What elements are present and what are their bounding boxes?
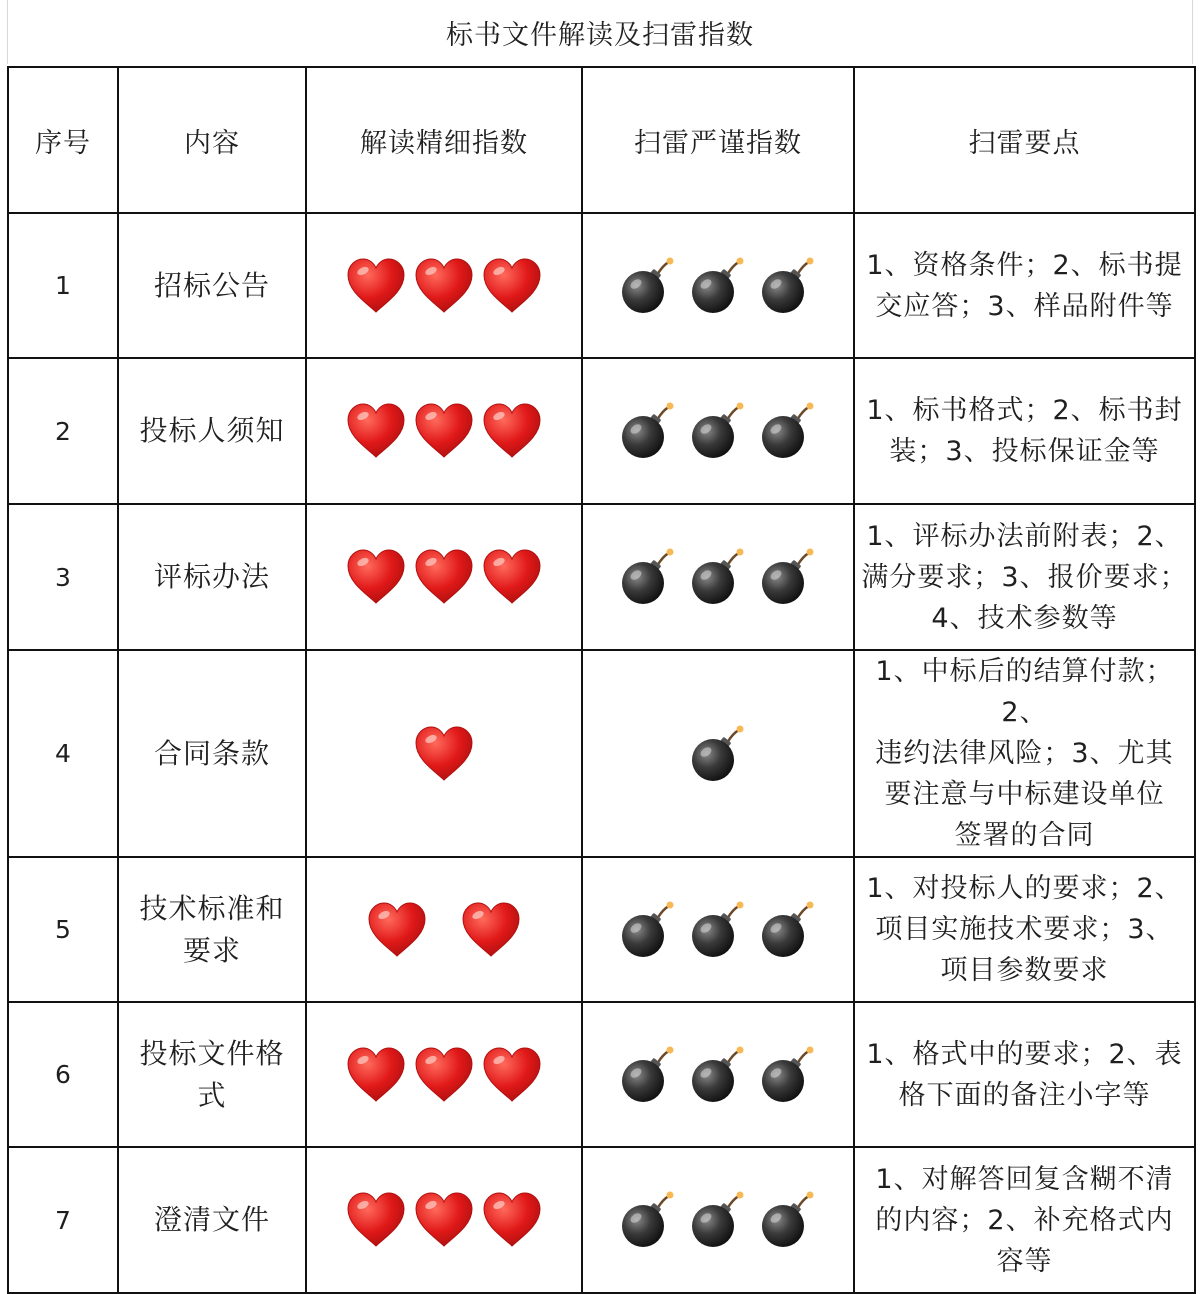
table-row: [8, 213, 1195, 358]
detail-index-cell: [306, 358, 582, 504]
key-point-line: 1、资格条件；2、标书提: [866, 249, 1183, 281]
table-row: [8, 358, 1195, 504]
key-point-line: 交应答；3、样品附件等: [875, 290, 1174, 322]
bomb-icon: [687, 1044, 749, 1106]
table-row: [8, 650, 1195, 857]
content-line: 投标文件格: [139, 1036, 285, 1070]
row-number: 3: [8, 504, 118, 650]
header-detail-index: 解读精细指数: [306, 67, 582, 213]
bomb-rating: [583, 1044, 853, 1106]
key-point-line: 项目实施技术要求；3、: [875, 914, 1174, 945]
bomb-icon: [617, 1044, 679, 1106]
row-content: [118, 857, 306, 1002]
content-line: 要求: [182, 933, 241, 967]
bomb-icon: [687, 899, 749, 961]
heart-icon: [482, 403, 542, 459]
row-number: 1: [8, 213, 118, 358]
strict-index-cell: [582, 1147, 854, 1293]
table-title: 标书文件解读及扫雷指数: [7, 0, 1193, 64]
bomb-icon: [757, 1044, 819, 1106]
bomb-rating: [583, 899, 853, 961]
heart-icon: [414, 549, 474, 605]
detail-index-cell: [306, 504, 582, 650]
bomb-rating: [583, 400, 853, 462]
heart-rating: [307, 1192, 581, 1248]
bomb-icon: [757, 400, 819, 462]
heart-icon: [482, 1047, 542, 1103]
bomb-icon: [617, 255, 679, 317]
row-number: 5: [8, 857, 118, 1002]
bomb-icon: [617, 1189, 679, 1251]
key-points-cell: [854, 857, 1195, 1002]
key-point-line: 1、评标办法前附表；2、: [866, 520, 1183, 552]
strict-index-cell: [582, 1002, 854, 1147]
content-line: 式: [197, 1078, 227, 1112]
heart-rating: [307, 1047, 581, 1103]
detail-index-cell: [306, 213, 582, 358]
table-row: [8, 1147, 1195, 1293]
row-number: 7: [8, 1147, 118, 1293]
heart-icon: [482, 1192, 542, 1248]
table-row: [8, 504, 1195, 650]
heart-rating: [307, 726, 581, 782]
table-row: [8, 857, 1195, 1002]
row-content: 投标人须知: [118, 358, 306, 504]
row-number: 4: [8, 650, 118, 857]
header-key-points: 扫雷要点: [854, 67, 1195, 213]
heart-rating: [307, 902, 581, 958]
bomb-icon: [687, 723, 749, 785]
heart-icon: [414, 258, 474, 314]
key-points-cell: [854, 650, 1195, 857]
strict-index-cell: [582, 504, 854, 650]
strict-index-cell: [582, 358, 854, 504]
key-points-cell: [854, 1002, 1195, 1147]
bomb-icon: [617, 546, 679, 608]
key-point-line: 签署的合同: [954, 820, 1095, 851]
key-point-line: 容等: [996, 1245, 1053, 1277]
key-point-line: 1、标书格式；2、标书封: [866, 395, 1183, 426]
header-strict-index: 扫雷严谨指数: [582, 67, 854, 213]
heart-icon: [482, 258, 542, 314]
strict-index-cell: [582, 857, 854, 1002]
bomb-rating: [583, 723, 853, 785]
heart-icon: [414, 1192, 474, 1248]
bomb-rating: [583, 546, 853, 608]
key-point-line: 4、技术参数等: [931, 602, 1118, 634]
row-content: 澄清文件: [118, 1147, 306, 1293]
strict-index-cell: [582, 650, 854, 857]
bomb-icon: [687, 400, 749, 462]
header-content: 内容: [118, 67, 306, 213]
detail-index-cell: [306, 1002, 582, 1147]
heart-icon: [346, 403, 406, 459]
heart-icon: [346, 1047, 406, 1103]
key-point-line: 的内容；2、补充格式内: [875, 1204, 1174, 1236]
key-point-line: 装；3、投标保证金等: [889, 436, 1160, 467]
key-point-line: 1、中标后的结算付款；2、: [875, 656, 1174, 728]
row-content: 评标办法: [118, 504, 306, 650]
heart-rating: [307, 549, 581, 605]
heart-icon: [367, 902, 427, 958]
detail-index-cell: [306, 650, 582, 857]
key-point-line: 违约法律风险；3、尤其: [875, 738, 1174, 769]
key-point-line: 项目参数要求: [940, 955, 1109, 986]
bomb-rating: [583, 1189, 853, 1251]
bomb-icon: [687, 255, 749, 317]
key-points-cell: [854, 358, 1195, 504]
strict-index-cell: [582, 213, 854, 358]
bomb-icon: [757, 899, 819, 961]
heart-rating: [307, 258, 581, 314]
table-row: [8, 1002, 1195, 1147]
bomb-icon: [757, 546, 819, 608]
heart-icon: [414, 726, 474, 782]
key-points-cell: [854, 213, 1195, 358]
heart-icon: [346, 1192, 406, 1248]
row-number: 6: [8, 1002, 118, 1147]
detail-index-cell: [306, 857, 582, 1002]
row-content: 合同条款: [118, 650, 306, 857]
heart-icon: [414, 1047, 474, 1103]
table-body: [8, 213, 1195, 1293]
key-points-cell: [854, 504, 1195, 650]
heart-icon: [414, 403, 474, 459]
bomb-icon: [687, 546, 749, 608]
bomb-icon: [617, 899, 679, 961]
row-content: [118, 1002, 306, 1147]
key-point-line: 格下面的备注小字等: [898, 1079, 1151, 1111]
bomb-icon: [687, 1189, 749, 1251]
detail-index-cell: [306, 1147, 582, 1293]
key-point-line: 1、对解答回复含糊不清: [875, 1163, 1174, 1195]
row-content: 招标公告: [118, 213, 306, 358]
heart-rating: [307, 403, 581, 459]
bomb-rating: [583, 255, 853, 317]
heart-icon: [346, 258, 406, 314]
key-point-line: 要注意与中标建设单位: [884, 779, 1165, 810]
heart-icon: [482, 549, 542, 605]
heart-icon: [461, 902, 521, 958]
header-row: [8, 67, 1195, 213]
header-no: 序号: [8, 67, 118, 213]
key-point-line: 1、对投标人的要求；2、: [866, 873, 1183, 904]
heart-icon: [346, 549, 406, 605]
content-line: 技术标准和: [139, 891, 285, 925]
key-point-line: 满分要求；3、报价要求；: [861, 561, 1188, 593]
key-point-line: 1、格式中的要求；2、表: [866, 1038, 1183, 1070]
bomb-icon: [617, 400, 679, 462]
row-number: 2: [8, 358, 118, 504]
key-points-cell: [854, 1147, 1195, 1293]
bomb-icon: [757, 1189, 819, 1251]
bomb-icon: [757, 255, 819, 317]
bid-document-table: [7, 66, 1196, 1294]
